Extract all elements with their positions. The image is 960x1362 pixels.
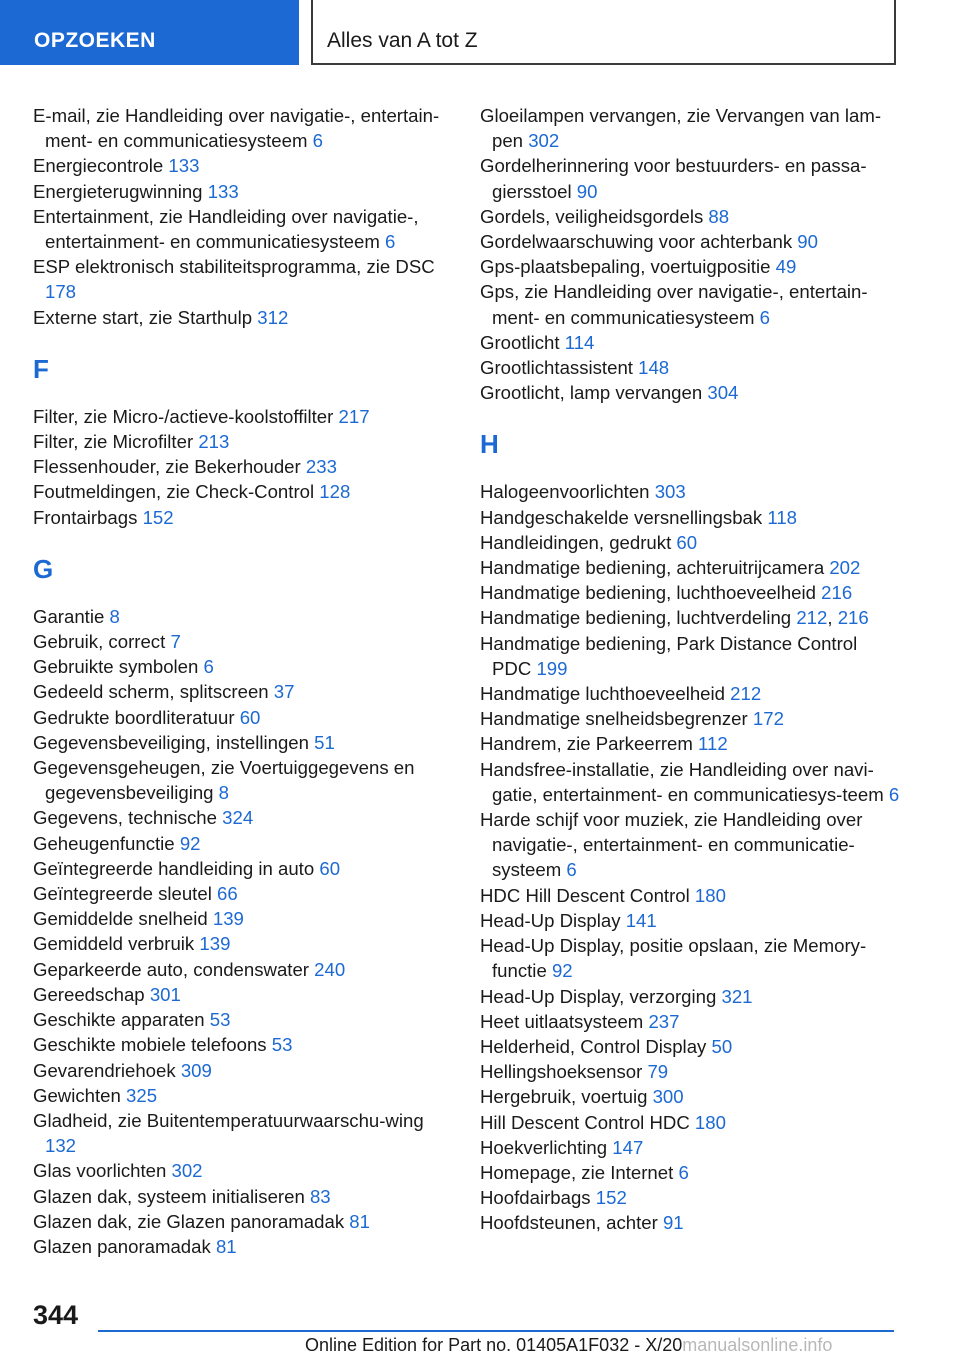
index-entry [33,305,453,330]
page-link[interactable]: 112 [698,733,728,755]
index-entry-text: Handmatige snelheidsbegrenzer [480,708,753,730]
index-entry [33,805,453,830]
index-entry-text: Heet uitlaatsysteem [480,1010,649,1032]
page-link[interactable]: 79 [647,1061,669,1083]
page-link[interactable]: 133 [207,180,239,202]
page-link[interactable]: 302 [171,1160,203,1182]
page-link[interactable]: 302 [528,130,560,152]
index-entry [33,957,453,982]
index-entry [33,604,453,629]
index-entry [33,931,453,956]
index-entry [33,103,453,153]
index-entry [480,807,900,883]
page-link[interactable]: 199 [536,657,568,679]
page-link[interactable]: 141 [625,909,657,931]
page-link[interactable]: 303 [654,481,686,503]
section-tab[interactable]: OPZOEKEN [0,0,299,65]
index-entry [33,454,453,479]
index-entry-text: Glazen panoramadak [33,1235,216,1257]
index-entry [480,984,900,1009]
index-entry-text: Grootlichtassistent [480,357,639,379]
page-link[interactable]: 202 [829,557,861,579]
page-link[interactable]: 133 [168,155,200,177]
page-link[interactable]: 216 [821,582,853,604]
section-letter: G [33,553,54,584]
page-link[interactable]: 212 [796,607,828,629]
page-link[interactable]: 51 [314,731,335,753]
index-entry [480,1210,900,1235]
page-link[interactable]: 6 [678,1161,689,1183]
index-entry [33,1184,453,1209]
footer-rule [98,1330,894,1332]
index-entry: Handmatige bediening, luchtverdeling 212, 216 [480,607,869,629]
index-entry [480,153,900,203]
page-link[interactable]: 240 [314,958,346,980]
page-link[interactable]: 152 [142,506,174,528]
index-entry-text: Glazen dak, systeem initialiseren [33,1185,310,1207]
page-link[interactable]: 90 [797,231,818,253]
index-entry-text: Halogeenvoorlichten [480,481,655,503]
section-letter: H [480,429,499,460]
index-entry-text: Geparkeerde auto, condenswater [33,958,315,980]
page-link[interactable]: 301 [149,983,181,1005]
index-entry [33,679,453,704]
index-entry-text: Glazen dak, zie Glazen panoramadak [33,1210,350,1232]
index-column-right [480,103,900,1236]
index-entry-text: Handmatige luchthoeveelheid [480,683,731,705]
index-entry-text: Head-Up Display, verzorging [480,985,722,1007]
page-link[interactable]: 6 [385,231,396,253]
index-entry-text: Gereedschap [33,983,150,1005]
page-link[interactable]: 91 [662,1212,684,1234]
index-entry [480,883,900,908]
index-entry [33,629,453,654]
page-link[interactable]: 178 [45,281,77,303]
index-entry [33,153,453,178]
page-link[interactable]: 325 [126,1084,158,1106]
index-entry [33,654,453,679]
edition-text: Online Edition for Part no. 01405A1F032 - X/20 [305,1335,683,1355]
page-link[interactable]: 60 [676,531,698,553]
index-entry-text: Head-Up Display, positie opslaan, zie Memory-functie [480,935,867,982]
index-entry-text: Geïntegreerde handleiding in auto [33,857,320,879]
index-entry-text: Gedeeld scherm, splitscreen [33,681,274,703]
page-link[interactable]: 180 [694,884,726,906]
page-link[interactable]: 92 [551,960,573,982]
index-entry [33,404,453,429]
page-link[interactable]: 6 [759,306,770,328]
page-link[interactable]: 216 [837,607,869,629]
page-link[interactable]: 300 [652,1086,684,1108]
section-letter: F [33,353,49,384]
index-entry [33,1083,453,1108]
page-number: 344 [33,1300,79,1330]
index-entry-text: Garantie [33,605,110,627]
index-entry-text: Glas voorlichten [33,1160,172,1182]
index-entry [33,1209,453,1234]
page-link[interactable]: 212 [730,683,762,705]
index-entry [33,1108,453,1158]
index-entry [480,229,900,254]
page-link[interactable]: 324 [222,807,254,829]
index-entry [480,330,900,355]
index-entry [480,908,900,933]
index-entry-text: Gewichten [33,1084,127,1106]
index-entry-text: Hergebruik, voertuig [480,1086,653,1108]
page-link[interactable]: 213 [198,431,230,453]
index-column-left [33,103,453,1259]
index-entry-text: Handmatige bediening, achteruitrijcamera [480,557,830,579]
index-entry-text: Gladheid, zie Buitentemperatuurwaarschu‐wing [33,1109,424,1131]
index-entry [33,856,453,881]
index-entry [480,1084,900,1109]
index-entry [480,757,900,807]
page-link[interactable]: 6 [888,783,900,805]
index-entry-text: Frontairbags [33,506,143,528]
page-link[interactable]: 321 [721,985,753,1007]
page-link[interactable]: 7 [170,631,181,653]
page-link[interactable]: 60 [319,857,341,879]
index-entry [480,530,900,555]
index-entry-text: Foutmeldingen, zie Check-Control [33,481,320,503]
index-entry [480,1009,900,1034]
index-entry [480,1160,900,1185]
index-entry-text: Gegevens, technische [33,807,223,829]
page-link[interactable]: 148 [638,357,670,379]
index-entry-text: Hoekverlichting [480,1136,613,1158]
index-entry-text: Handmatige bediening, Park Distance Control PDC [480,632,858,679]
index-entry [480,204,900,229]
index-entry-text: Grootlicht, lamp vervangen [480,382,708,404]
index-entry [33,881,453,906]
index-entry [33,204,453,254]
index-entry-text: Gordelherinnering voor bestuurders- en passa‐giersstoel [480,155,867,202]
index-entry-text: E-mail, zie Handleiding over navigatie-, entertain‐ment- en communicatiesysteem [33,105,440,152]
index-entry-text: Gegevensgeheugen, zie Voertuiggegevens en gegevensbeveiliging [33,757,415,804]
index-entry-text: Geïntegreerde sleutel [33,883,217,905]
index-entry [480,631,900,681]
index-entry-text: Geschikte mobiele telefoons [33,1034,272,1056]
page-link[interactable]: 92 [179,832,201,854]
page-link[interactable]: 118 [767,506,798,528]
index-entry [480,580,900,605]
index-entry-text: Hoofdsteunen, achter [480,1212,663,1234]
page-link[interactable]: 139 [212,908,244,930]
index-entry [33,982,453,1007]
index-entry-text: Handleidingen, gedrukt [480,531,677,553]
page-link[interactable]: 37 [273,681,295,703]
page-link[interactable]: 172 [752,708,784,730]
index-entry-text: Gordels, veiligheidsgordels [480,205,709,227]
page-link[interactable]: 83 [309,1185,331,1207]
index-entry-text: Gps-plaatsbepaling, voertuigpositie [480,256,776,278]
index-entry-text: Homepage, zie Internet [480,1161,679,1183]
index-entry [480,479,900,504]
index-entry [480,555,900,580]
footer-edition [305,1335,894,1356]
page-link[interactable]: 309 [180,1059,212,1081]
page-link[interactable]: 8 [109,605,120,627]
index-entry [33,505,453,530]
index-entry [33,1234,453,1259]
page-link[interactable]: 152 [595,1187,627,1209]
index-entry-text: Handmatige bediening, luchthoeveelheid [480,582,822,604]
page-link[interactable]: 180 [694,1111,726,1133]
index-entry-text: Hellingshoeksensor [480,1061,648,1083]
index-entry [33,705,453,730]
page-link[interactable]: 233 [305,456,337,478]
page-link[interactable]: 53 [271,1034,293,1056]
page-link[interactable]: 88 [708,205,730,227]
index-entry-text: Handgeschakelde versnellingsbak [480,506,768,528]
index-entry-text: Gloeilampen vervangen, zie Vervangen van lam‐pen [480,105,882,152]
index-entry [480,1185,900,1210]
index-entry-text: Gegevensbeveiliging, instellingen [33,731,315,753]
page-link[interactable]: 6 [566,859,577,881]
index-entry-text: Gebruikte symbolen [33,656,204,678]
page-link[interactable]: 60 [239,706,261,728]
index-entry-text: Hoofdairbags [480,1187,596,1209]
page-link[interactable]: 53 [209,1009,231,1031]
page-link[interactable]: 312 [257,306,289,328]
index-entry-text: Gebruik, correct [33,631,171,653]
index-entry-text: Geschikte apparaten [33,1009,210,1031]
index-entry [480,681,900,706]
index-entry [480,505,900,530]
index-entry-text: Hill Descent Control HDC [480,1111,695,1133]
index-entry [480,731,900,756]
watermark-text: manualsonline.info [682,1335,833,1355]
index-entry-text: Handmatige bediening, luchtverdeling [480,607,797,629]
index-entry-text: Flessenhouder, zie Bekerhouder [33,456,306,478]
index-entry [480,103,900,153]
page-link[interactable]: 8 [218,782,230,804]
page-link[interactable]: 132 [45,1135,77,1157]
index-entry [480,279,900,329]
index-entry-text: Helderheid, Control Display [480,1035,712,1057]
index-entry [480,254,900,279]
index-entry [33,254,453,304]
page-link[interactable]: 66 [217,883,238,905]
index-entry-text: Energieterugwinning [33,180,208,202]
index-entry-text: Handrem, zie Parkeerrem [480,733,699,755]
page-link[interactable]: 114 [564,331,595,353]
page-link[interactable]: 6 [203,656,214,678]
page-link[interactable]: 128 [319,481,351,503]
index-entry [480,1059,900,1084]
index-entry [33,831,453,856]
index-entry-text: Externe start, zie Starthulp [33,306,258,328]
index-entry-text: Grootlicht [480,331,565,353]
index-entry-text: Geheugenfunctie [33,832,180,854]
index-entry [480,1135,900,1160]
index-entry [480,380,900,405]
index-entry [33,479,453,504]
index-entry [480,933,900,983]
page-title: Alles van A tot Z [311,0,896,65]
index-entry [33,755,453,805]
index-entry-text: Entertainment, zie Handleiding over navigatie-, entertainment- en communicatiesysteem [33,205,419,253]
index-entry-text: HDC Hill Descent Control [480,884,695,906]
index-entry-text: Gemiddelde snelheid [33,908,213,930]
page-link[interactable]: 81 [349,1210,370,1232]
index-entry-text: Gps, zie Handleiding over navigatie-, entertain‐ment- en communicatiesysteem [480,281,868,328]
index-entry [33,1007,453,1032]
index-entry-text: Gedrukte boordliteratuur [33,706,240,728]
index-entry-text: ESP elektronisch stabiliteitsprogramma, zie DSC [33,256,435,278]
page-link[interactable]: 217 [338,405,370,427]
index-entry [480,1110,900,1135]
page-link[interactable]: 304 [707,382,739,404]
index-entry [33,730,453,755]
index-entry-text: Gordelwaarschuwing voor achterbank [480,231,798,253]
index-entry-text: Energiecontrole [33,155,169,177]
index-entry [33,1058,453,1083]
page-link[interactable]: 49 [775,256,797,278]
index-entry [480,1034,900,1059]
index-entry [33,1032,453,1057]
page-link[interactable]: 6 [312,130,323,152]
index-entry-text: Filter, zie Micro-/actieve-koolstoffilter [33,405,339,427]
page-link[interactable]: 147 [612,1136,644,1158]
index-entry [33,179,453,204]
index-entry-text: Gemiddeld verbruik [33,933,200,955]
page-link[interactable]: 50 [711,1035,733,1057]
index-entry [480,706,900,731]
index-entry [33,429,453,454]
page-link[interactable]: 90 [576,180,598,202]
page-link[interactable]: 81 [215,1235,237,1257]
index-entry-text: Gevarendriehoek [33,1059,181,1081]
page-link[interactable]: 237 [648,1010,680,1032]
page-link[interactable]: 139 [199,933,231,955]
index-entry-text: Handsfree-installatie, zie Handleiding over navi‐gatie, entertainment- en communicatiesys‐teem [480,758,889,805]
index-entry-text: Head-Up Display [480,909,626,931]
index-entry [33,906,453,931]
index-entry [480,355,900,380]
index-entry-text: Filter, zie Microfilter [33,431,199,453]
index-entry-text: Harde schijf voor muziek, zie Handleiding over navigatie-, entertainment- en communicatie‐systeem [480,809,863,881]
index-entry [33,1158,453,1183]
